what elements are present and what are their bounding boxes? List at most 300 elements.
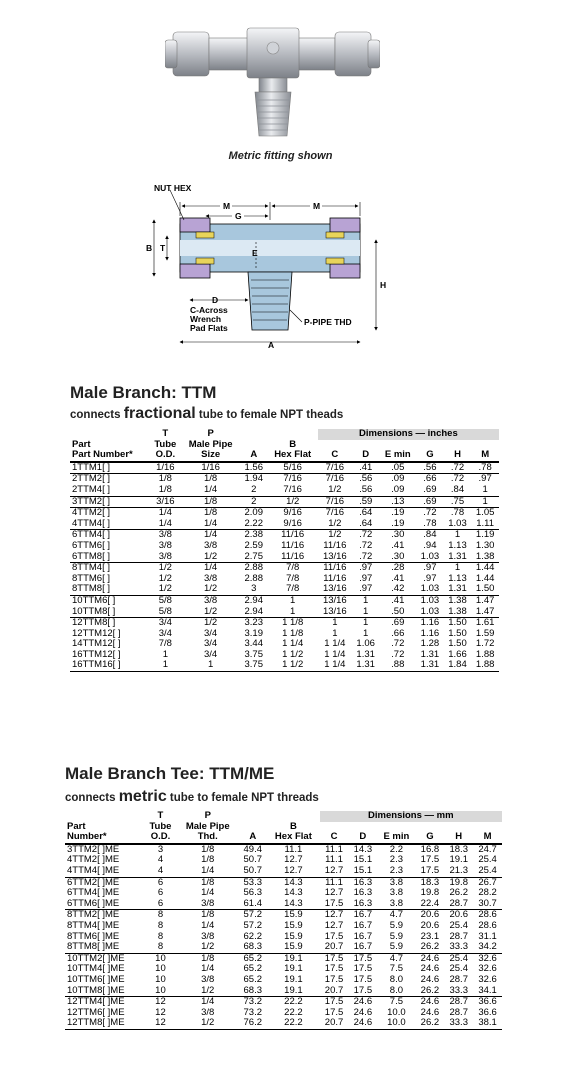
table-cell: .97 bbox=[416, 563, 444, 574]
table-cell: 1.44 bbox=[475, 572, 495, 584]
table-cell: 3/8 bbox=[158, 539, 172, 551]
table-cell: 1 1/2 bbox=[282, 648, 304, 660]
part-number-cell: 10TTM8[ ]ME bbox=[67, 984, 125, 996]
table-cell: 65.2 bbox=[238, 953, 267, 964]
table-cell: 19.1 bbox=[267, 953, 319, 964]
table-cell: 2.59 bbox=[244, 539, 263, 551]
dimension-diagram bbox=[140, 180, 400, 350]
table-cell: 30.7 bbox=[478, 897, 497, 909]
table-cell: 50.7 bbox=[243, 864, 263, 876]
table-cell: 1/4 bbox=[181, 563, 240, 574]
label-wrench: Wrench bbox=[190, 314, 222, 324]
table-cell: 1 bbox=[290, 605, 296, 617]
table-cell: 1 bbox=[352, 595, 380, 606]
table-cell: .72 bbox=[391, 648, 405, 660]
table-cell: 3/4 bbox=[204, 627, 218, 639]
part-number-cell: 12TTM6[ ]ME bbox=[67, 1006, 125, 1018]
part-number-cell: 12TTM8[ ] bbox=[70, 618, 149, 629]
label-p-pipe-thd: P-PIPE THD bbox=[304, 317, 352, 327]
table-cell: 17.5 bbox=[324, 973, 344, 985]
table-cell: .72 bbox=[444, 462, 472, 474]
table-cell: 11.1 bbox=[320, 844, 349, 856]
part-number-cell: 12TTM8[ ]ME bbox=[65, 1018, 144, 1029]
table-row bbox=[65, 975, 502, 986]
table-cell: 12.7 bbox=[284, 854, 303, 866]
part-number-cell: 14TTM12[ ] bbox=[72, 638, 121, 650]
table-cell: 3/8 bbox=[201, 897, 215, 909]
table-cell: 1/4 bbox=[158, 517, 172, 529]
part-number-cell: 6TTM6[ ]ME bbox=[67, 897, 120, 909]
table-row bbox=[65, 866, 502, 877]
table-cell: 3/8 bbox=[149, 530, 181, 541]
table-cell: 17.5 bbox=[353, 963, 373, 975]
table-cell: 8.0 bbox=[389, 984, 403, 996]
table-cell: .09 bbox=[379, 474, 416, 485]
label-pad-flats: Pad Flats bbox=[190, 323, 228, 333]
table-cell: 8.0 bbox=[389, 973, 403, 985]
table-cell: 36.6 bbox=[478, 1006, 497, 1018]
table-cell: 13/16 bbox=[322, 550, 347, 562]
table-cell: .69 bbox=[423, 483, 437, 495]
table-cell: 17.5 bbox=[320, 997, 349, 1008]
label-h: H bbox=[380, 280, 387, 290]
table-cell: 12 bbox=[155, 1006, 166, 1018]
table-cell: 8 bbox=[157, 919, 164, 931]
table-cell: 16.8 bbox=[416, 844, 445, 856]
part-number-cell: 3TTM2[ ] bbox=[70, 496, 149, 508]
label-nut-hex: NUT HEX bbox=[154, 183, 192, 193]
table-cell: 1.03 bbox=[448, 517, 467, 529]
table-cell: .19 bbox=[379, 508, 416, 519]
table-cell: .09 bbox=[391, 483, 405, 495]
table-cell: 16.7 bbox=[353, 919, 373, 931]
table-cell: 1/8 bbox=[181, 508, 240, 519]
table-cell: .41 bbox=[379, 595, 416, 606]
table-cell: 16.3 bbox=[348, 877, 377, 888]
table-cell: 33.3 bbox=[444, 1018, 473, 1029]
table-cell: 1/2 bbox=[149, 563, 181, 574]
table-cell: 1.05 bbox=[471, 508, 499, 519]
table-cell: 19.1 bbox=[449, 854, 468, 866]
table-cell: .69 bbox=[416, 496, 444, 508]
table-cell: 3.8 bbox=[389, 897, 403, 909]
table-cell: 1/4 bbox=[201, 963, 215, 975]
table-cell: .19 bbox=[391, 517, 405, 529]
table-cell: 24.6 bbox=[348, 1018, 377, 1029]
table-cell: 1/4 bbox=[181, 530, 240, 541]
table-cell: 1/2 bbox=[158, 583, 172, 595]
table-cell: 17.5 bbox=[353, 984, 373, 996]
table-cell: 1 bbox=[444, 530, 472, 541]
table-cell: .66 bbox=[416, 474, 444, 485]
table-cell: 5/16 bbox=[268, 462, 318, 474]
table-cell: 15.9 bbox=[284, 919, 303, 931]
table-cell: 26.2 bbox=[420, 984, 440, 996]
table-cell: 20.6 bbox=[416, 910, 445, 921]
table-cell: 3/8 bbox=[204, 572, 218, 584]
table-cell: 26.2 bbox=[416, 1018, 445, 1029]
table-cell: 32.6 bbox=[478, 963, 497, 975]
table-cell: 1/2 bbox=[158, 572, 172, 584]
table-cell: .94 bbox=[423, 539, 437, 551]
table-cell: .59 bbox=[352, 496, 380, 508]
table-cell: 1.28 bbox=[420, 638, 440, 650]
table-cell: 11.1 bbox=[320, 877, 349, 888]
table-cell: 62.2 bbox=[243, 930, 263, 942]
table-cell: 26.7 bbox=[473, 877, 502, 888]
table-cell: 7/8 bbox=[286, 572, 300, 584]
table-cell: 12.7 bbox=[324, 919, 344, 931]
table-cell: 7.5 bbox=[377, 997, 415, 1008]
table-cell: 4.7 bbox=[377, 953, 415, 964]
table-cell: 11/16 bbox=[268, 530, 318, 541]
table-cell: .30 bbox=[379, 530, 416, 541]
table-cell: 1.72 bbox=[475, 638, 495, 650]
table-cell: 19.1 bbox=[284, 984, 303, 996]
table-cell: 8 bbox=[157, 930, 164, 942]
table-cell: 24.6 bbox=[353, 1006, 373, 1018]
table-cell: 1.03 bbox=[420, 583, 440, 595]
table-cell: 22.2 bbox=[284, 1006, 303, 1018]
table-cell: 2.38 bbox=[240, 530, 268, 541]
table-cell: .78 bbox=[423, 517, 437, 529]
table-cell: 1 1/8 bbox=[282, 627, 304, 639]
table-row bbox=[70, 496, 499, 508]
table-cell: 3/4 bbox=[204, 638, 218, 650]
table-cell: 32.6 bbox=[478, 973, 497, 985]
table-row bbox=[70, 607, 499, 618]
table-cell: .28 bbox=[379, 563, 416, 574]
table-cell: 7/8 bbox=[268, 563, 318, 574]
table-cell: 5.9 bbox=[389, 930, 403, 942]
table-cell: 1.50 bbox=[444, 618, 472, 629]
table-cell: 9/16 bbox=[283, 517, 302, 529]
table-cell: 19.1 bbox=[284, 973, 303, 985]
table-cell: .97 bbox=[423, 572, 437, 584]
table-cell: .30 bbox=[391, 550, 405, 562]
label-g: G bbox=[235, 211, 242, 221]
table-cell: 24.6 bbox=[348, 997, 377, 1008]
table-cell: 16.7 bbox=[353, 930, 373, 942]
table-cell: 1.31 bbox=[356, 648, 375, 660]
table-cell: 53.3 bbox=[238, 877, 267, 888]
table-cell: 24.6 bbox=[416, 953, 445, 964]
label-m-left: M bbox=[223, 201, 231, 211]
table-cell: 26.2 bbox=[449, 887, 468, 899]
table-cell: 1.59 bbox=[475, 627, 495, 639]
table-cell: 3/8 bbox=[181, 595, 240, 606]
table-row bbox=[70, 462, 499, 474]
table-cell: 1.16 bbox=[416, 618, 444, 629]
table-cell: 1.03 bbox=[420, 605, 440, 617]
table-cell: 17.5 bbox=[420, 864, 440, 876]
part-number-cell: 4TTM4[ ] bbox=[72, 517, 111, 529]
table-cell: 22.4 bbox=[420, 897, 440, 909]
table-cell: 76.2 bbox=[238, 1018, 267, 1029]
product-photo bbox=[165, 18, 380, 143]
table-cell: 2.94 bbox=[244, 605, 263, 617]
table-cell: 14.3 bbox=[284, 887, 303, 899]
table-cell: 6 bbox=[144, 877, 177, 888]
table-cell: 1/2 bbox=[177, 1018, 238, 1029]
table-cell: 9/16 bbox=[268, 508, 318, 519]
label-a: A bbox=[268, 340, 275, 350]
table-cell: 17.5 bbox=[348, 953, 377, 964]
table-cell: 50.7 bbox=[243, 854, 263, 866]
table-cell: 1/2 bbox=[328, 517, 342, 529]
table-cell: 11/16 bbox=[323, 539, 347, 551]
table-cell: 57.2 bbox=[243, 919, 263, 931]
table-cell: 17.5 bbox=[320, 953, 349, 964]
table-cell: .05 bbox=[379, 462, 416, 474]
part-number-cell: 2TTM2[ ] bbox=[70, 474, 149, 485]
table-row bbox=[65, 921, 502, 932]
table-cell: 2.3 bbox=[389, 864, 403, 876]
table-cell: 1.31 bbox=[448, 583, 467, 595]
part-number-cell: 1TTM1[ ] bbox=[70, 462, 149, 474]
table-cell: 7/16 bbox=[318, 496, 352, 508]
table-cell: 12 bbox=[144, 997, 177, 1008]
table-cell: 7/16 bbox=[318, 462, 352, 474]
table-cell: 1 bbox=[332, 627, 338, 639]
table-cell: 28.7 bbox=[449, 930, 468, 942]
table-cell: 1.31 bbox=[416, 660, 444, 671]
part-number-cell: 2TTM4[ ] bbox=[72, 483, 111, 495]
table-cell: 1 bbox=[352, 618, 380, 629]
table-cell: 1 bbox=[471, 496, 499, 508]
table-cell: .56 bbox=[416, 462, 444, 474]
table-cell: 1 1/4 bbox=[282, 638, 304, 650]
table-cell: .64 bbox=[352, 508, 380, 519]
table-cell: 1 1/4 bbox=[324, 638, 346, 650]
table-cell: 1 1/4 bbox=[318, 660, 352, 671]
table-cell: .72 bbox=[444, 474, 472, 485]
table-row bbox=[70, 660, 499, 671]
table-row bbox=[70, 519, 499, 530]
table-cell: 73.2 bbox=[243, 1006, 263, 1018]
table-cell: 28.2 bbox=[478, 887, 497, 899]
table-cell: 25.4 bbox=[478, 854, 497, 866]
label-c-across: C-Across bbox=[190, 305, 228, 315]
table-cell: 1.30 bbox=[475, 539, 495, 551]
table-cell: 1 1/4 bbox=[324, 648, 346, 660]
table-cell: 1.56 bbox=[240, 462, 268, 474]
table-cell: 1/2 bbox=[328, 483, 342, 495]
table-cell: 17.5 bbox=[324, 1006, 344, 1018]
part-number-cell: 4TTM2[ ]ME bbox=[67, 854, 120, 866]
table-cell: .41 bbox=[352, 462, 380, 474]
table-cell: 1/2 bbox=[318, 530, 352, 541]
table-cell: 2.88 bbox=[240, 563, 268, 574]
table-cell: 7/16 bbox=[283, 483, 302, 495]
table-cell: 7/16 bbox=[318, 474, 352, 485]
table-cell: 1.44 bbox=[471, 563, 499, 574]
table-cell: 3.75 bbox=[244, 648, 263, 660]
table-cell: 25.4 bbox=[444, 953, 473, 964]
table-cell: 5.9 bbox=[389, 919, 403, 931]
table-cell: 23.1 bbox=[420, 930, 440, 942]
table-cell: 15.9 bbox=[267, 910, 319, 921]
label-m-right: M bbox=[313, 201, 321, 211]
table-cell: 1 bbox=[444, 563, 472, 574]
table-cell: 1/4 bbox=[149, 508, 181, 519]
label-b: B bbox=[146, 243, 153, 253]
table-cell: .75 bbox=[444, 496, 472, 508]
table-cell: 17.5 bbox=[324, 897, 344, 909]
table-cell: 25.4 bbox=[478, 864, 497, 876]
table-cell: 16.3 bbox=[353, 897, 373, 909]
table-cell: .56 bbox=[352, 474, 380, 485]
table-cell: 12.7 bbox=[320, 910, 349, 921]
table-cell: 1.94 bbox=[240, 474, 268, 485]
table-row bbox=[65, 986, 502, 997]
table-cell: 15.9 bbox=[284, 941, 303, 953]
table-cell: 17.5 bbox=[353, 973, 373, 985]
table-cell: 8 bbox=[157, 941, 164, 953]
table-cell: 1/4 bbox=[201, 864, 215, 876]
table-cell: 18.3 bbox=[416, 877, 445, 888]
part-number-cell: 10TTM8[ ] bbox=[72, 605, 116, 617]
table-cell: 2.3 bbox=[389, 854, 403, 866]
table-cell: 12.7 bbox=[324, 887, 344, 899]
table-cell: 73.2 bbox=[238, 997, 267, 1008]
table-cell: 1 bbox=[363, 605, 369, 617]
table-cell: 1.19 bbox=[471, 530, 499, 541]
table-cell: 1.13 bbox=[448, 539, 467, 551]
table-cell: 57.2 bbox=[238, 910, 267, 921]
table-cell: 22.2 bbox=[267, 1018, 319, 1029]
table-cell: 3.8 bbox=[389, 887, 403, 899]
table-cell: 17.5 bbox=[324, 930, 344, 942]
table-cell: 1.50 bbox=[475, 583, 495, 595]
part-number-cell: 10TTM4[ ]ME bbox=[67, 963, 125, 975]
part-number-cell: 3TTM2[ ]ME bbox=[65, 844, 144, 856]
table-cell: 13/16 bbox=[322, 583, 347, 595]
table-cell: 10.0 bbox=[377, 1018, 415, 1029]
table-cell: .13 bbox=[379, 496, 416, 508]
table-cell: 33.3 bbox=[449, 984, 468, 996]
table-cell: 13/16 bbox=[322, 605, 347, 617]
label-d: D bbox=[212, 295, 219, 305]
table-cell: 12.7 bbox=[284, 864, 303, 876]
table-cell: 1/2 bbox=[201, 941, 215, 953]
table-cell: 1/8 bbox=[149, 474, 181, 485]
table-cell: 7/8 bbox=[158, 638, 172, 650]
table-cell: 1/2 bbox=[268, 496, 318, 508]
part-number-cell: 16TTM16[ ] bbox=[70, 660, 149, 671]
table-cell: 10 bbox=[144, 953, 177, 964]
table-cell: 61.4 bbox=[243, 897, 263, 909]
table-cell: 1/4 bbox=[201, 887, 215, 899]
table-cell: 10 bbox=[155, 984, 166, 996]
table-cell: 25.4 bbox=[449, 919, 468, 931]
table2-subtitle: connects metric tube to female NPT threads bbox=[65, 788, 319, 805]
part-number-cell: 6TTM2[ ]ME bbox=[65, 877, 144, 888]
table-row bbox=[70, 552, 499, 563]
table-cell: 32.6 bbox=[473, 953, 502, 964]
table-cell: 1.38 bbox=[448, 605, 467, 617]
table-cell: .72 bbox=[352, 530, 380, 541]
table-cell: 1.66 bbox=[448, 648, 467, 660]
table-cell: .78 bbox=[444, 508, 472, 519]
table-cell: 17.5 bbox=[420, 854, 440, 866]
table-cell: 15.1 bbox=[353, 854, 373, 866]
table-cell: 19.1 bbox=[284, 963, 303, 975]
table-cell: .69 bbox=[379, 618, 416, 629]
table-cell: 1.03 bbox=[420, 550, 440, 562]
table-cell: 11/16 bbox=[323, 572, 347, 584]
table-cell: 19.8 bbox=[420, 887, 440, 899]
table-cell: 28.6 bbox=[473, 910, 502, 921]
table-cell: 3/8 bbox=[201, 973, 215, 985]
table-cell: 3/4 bbox=[204, 648, 218, 660]
table-cell: 3 bbox=[251, 583, 257, 595]
table-cell: 25.4 bbox=[449, 963, 468, 975]
table-cell: .84 bbox=[450, 483, 465, 495]
part-number-cell: 6TTM4[ ]ME bbox=[67, 887, 120, 899]
table-cell: .78 bbox=[471, 462, 499, 474]
table-cell: 3/8 bbox=[201, 930, 215, 942]
table-cell: 1/2 bbox=[204, 550, 218, 562]
table-cell: .66 bbox=[391, 627, 405, 639]
label-t: T bbox=[160, 243, 166, 253]
table-cell: 2.75 bbox=[244, 550, 263, 562]
table-cell: 10 bbox=[155, 973, 166, 985]
table-cell: 1/4 bbox=[177, 997, 238, 1008]
table-cell: .97 bbox=[352, 563, 380, 574]
table-cell: 10.0 bbox=[387, 1006, 406, 1018]
table-cell: 24.6 bbox=[420, 973, 440, 985]
table-cell: 1.84 bbox=[444, 660, 472, 671]
table-cell: 3/8 bbox=[158, 550, 172, 562]
table-cell: 12.7 bbox=[324, 864, 344, 876]
table-cell: 5/8 bbox=[149, 595, 181, 606]
table-cell: 1.06 bbox=[356, 638, 375, 650]
table-cell: 34.2 bbox=[478, 941, 497, 953]
table-cell: 49.4 bbox=[238, 844, 267, 856]
table-cell: .64 bbox=[359, 517, 373, 529]
table-cell: .41 bbox=[391, 539, 405, 551]
table-cell: 1 1/8 bbox=[268, 618, 318, 629]
table-cell: 65.2 bbox=[243, 973, 263, 985]
table1-subtitle: connects fractional tube to female NPT theads bbox=[70, 405, 344, 422]
table-cell: 1.50 bbox=[448, 638, 467, 650]
table-cell: .88 bbox=[379, 660, 416, 671]
table-row bbox=[70, 541, 499, 552]
table-cell: 8 bbox=[144, 910, 177, 921]
table-cell: 1/8 bbox=[201, 854, 215, 866]
table-cell: 3.44 bbox=[244, 638, 263, 650]
table-cell: 26.2 bbox=[420, 941, 440, 953]
table-cell: 1.03 bbox=[416, 595, 444, 606]
table-cell: 11/16 bbox=[281, 550, 305, 562]
table-cell: 16.7 bbox=[348, 910, 377, 921]
part-number-cell: 4TTM4[ ]ME bbox=[67, 864, 120, 876]
table-cell: 18.3 bbox=[444, 844, 473, 856]
part-number-cell: 4TTM2[ ] bbox=[70, 508, 149, 519]
table-cell: 5.9 bbox=[389, 941, 403, 953]
table-cell: .42 bbox=[391, 583, 405, 595]
table-cell: 24.6 bbox=[416, 997, 445, 1008]
table-cell: .72 bbox=[359, 539, 373, 551]
table-cell: 7/16 bbox=[268, 474, 318, 485]
table-cell: 28.7 bbox=[449, 897, 468, 909]
table-cell: 2 bbox=[240, 496, 268, 508]
table-cell: 4.7 bbox=[377, 910, 415, 921]
table-cell: 1.88 bbox=[471, 660, 499, 671]
table-cell: 16.7 bbox=[353, 941, 373, 953]
table-cell: 19.8 bbox=[444, 877, 473, 888]
